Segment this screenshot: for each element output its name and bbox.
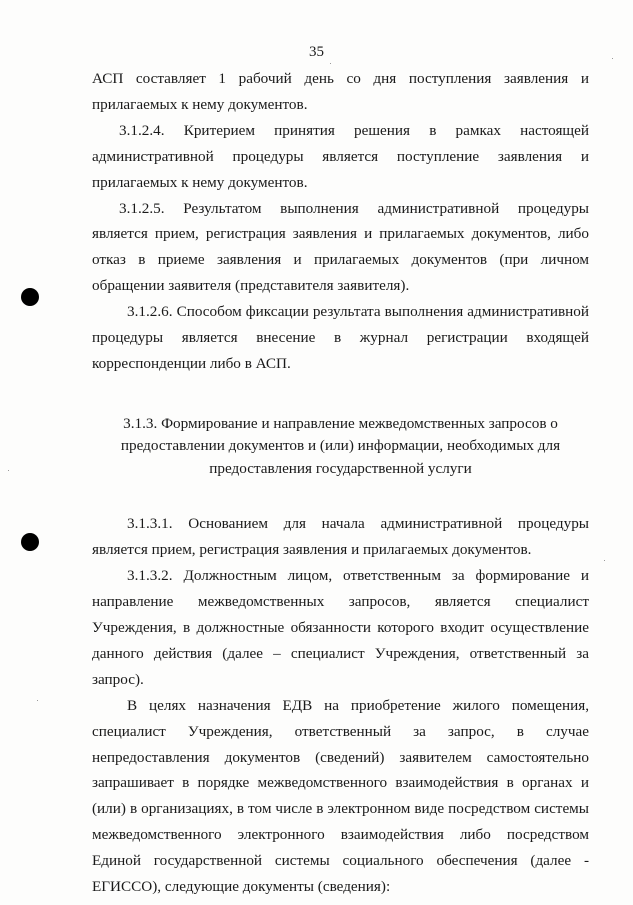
paragraph-3-1-2-6: 3.1.2.6. Способом фиксации результата выполнения административной процедуры является внесение в журнал регистрации входящей корреспонденции либо в АСП. bbox=[92, 303, 589, 372]
document-body bbox=[92, 66, 589, 900]
paragraph-3-1-2-4: 3.1.2.4. Критерием принятия решения в рамках настоящей административной процедуры является поступление заявления и прилагаемых к нему документов. bbox=[92, 121, 589, 191]
binder-hole-top bbox=[21, 288, 39, 306]
paragraph-continuation: АСП составляет 1 рабочий день со дня поступления заявления и прилагаемых к нему документов. bbox=[92, 70, 589, 113]
page-number: 35 bbox=[309, 44, 324, 60]
scan-speck bbox=[604, 560, 605, 561]
scan-speck bbox=[612, 58, 613, 59]
paragraph-3-1-3-1: 3.1.3.1. Основанием для начала административной процедуры является прием, регистрация заявления и прилагаемых документов. bbox=[92, 515, 589, 559]
paragraph-3-1-2-5: 3.1.2.5. Результатом выполнения административной процедуры является прием, регистрация заявления и прилагаемых документов, либо отказ в приеме заявления и прилагаемых документов (при личном обращении заявителя (представителя заявителя). bbox=[92, 199, 589, 295]
paragraph-edv: В целях назначения ЕДВ на приобретение жилого помещения, специалист Учреждения, ответственный за запрос, в случае непредоставления документов (сведений) заявителем самостоятельно запрашивает в порядке межведомственного взаимодействия в органах и (или) в организациях, в том числе в электронном виде посредством системы межведомственного электронного взаимодействия либо посредством Единой государственной системы социального обеспечения (далее - ЕГИССО), следующие документы (сведения): bbox=[92, 696, 589, 896]
scan-speck bbox=[37, 700, 38, 701]
paragraph-3-1-3-2: 3.1.3.2. Должностным лицом, ответственным за формирование и направление межведомственных запросов, является специалист Учреждения, в должностные обязанности которого входит осуществление данного действия (далее – специалист Учреждения, ответственный за запрос). bbox=[92, 567, 589, 688]
scan-speck bbox=[330, 63, 331, 64]
binder-hole-bottom bbox=[21, 533, 39, 551]
section-heading-3-1-3: 3.1.3. Формирование и направление межведомственных запросов о предоставлении документов и (или) информации, необходимых для предоставления государственной услуги bbox=[120, 414, 561, 477]
scan-speck bbox=[8, 470, 9, 471]
